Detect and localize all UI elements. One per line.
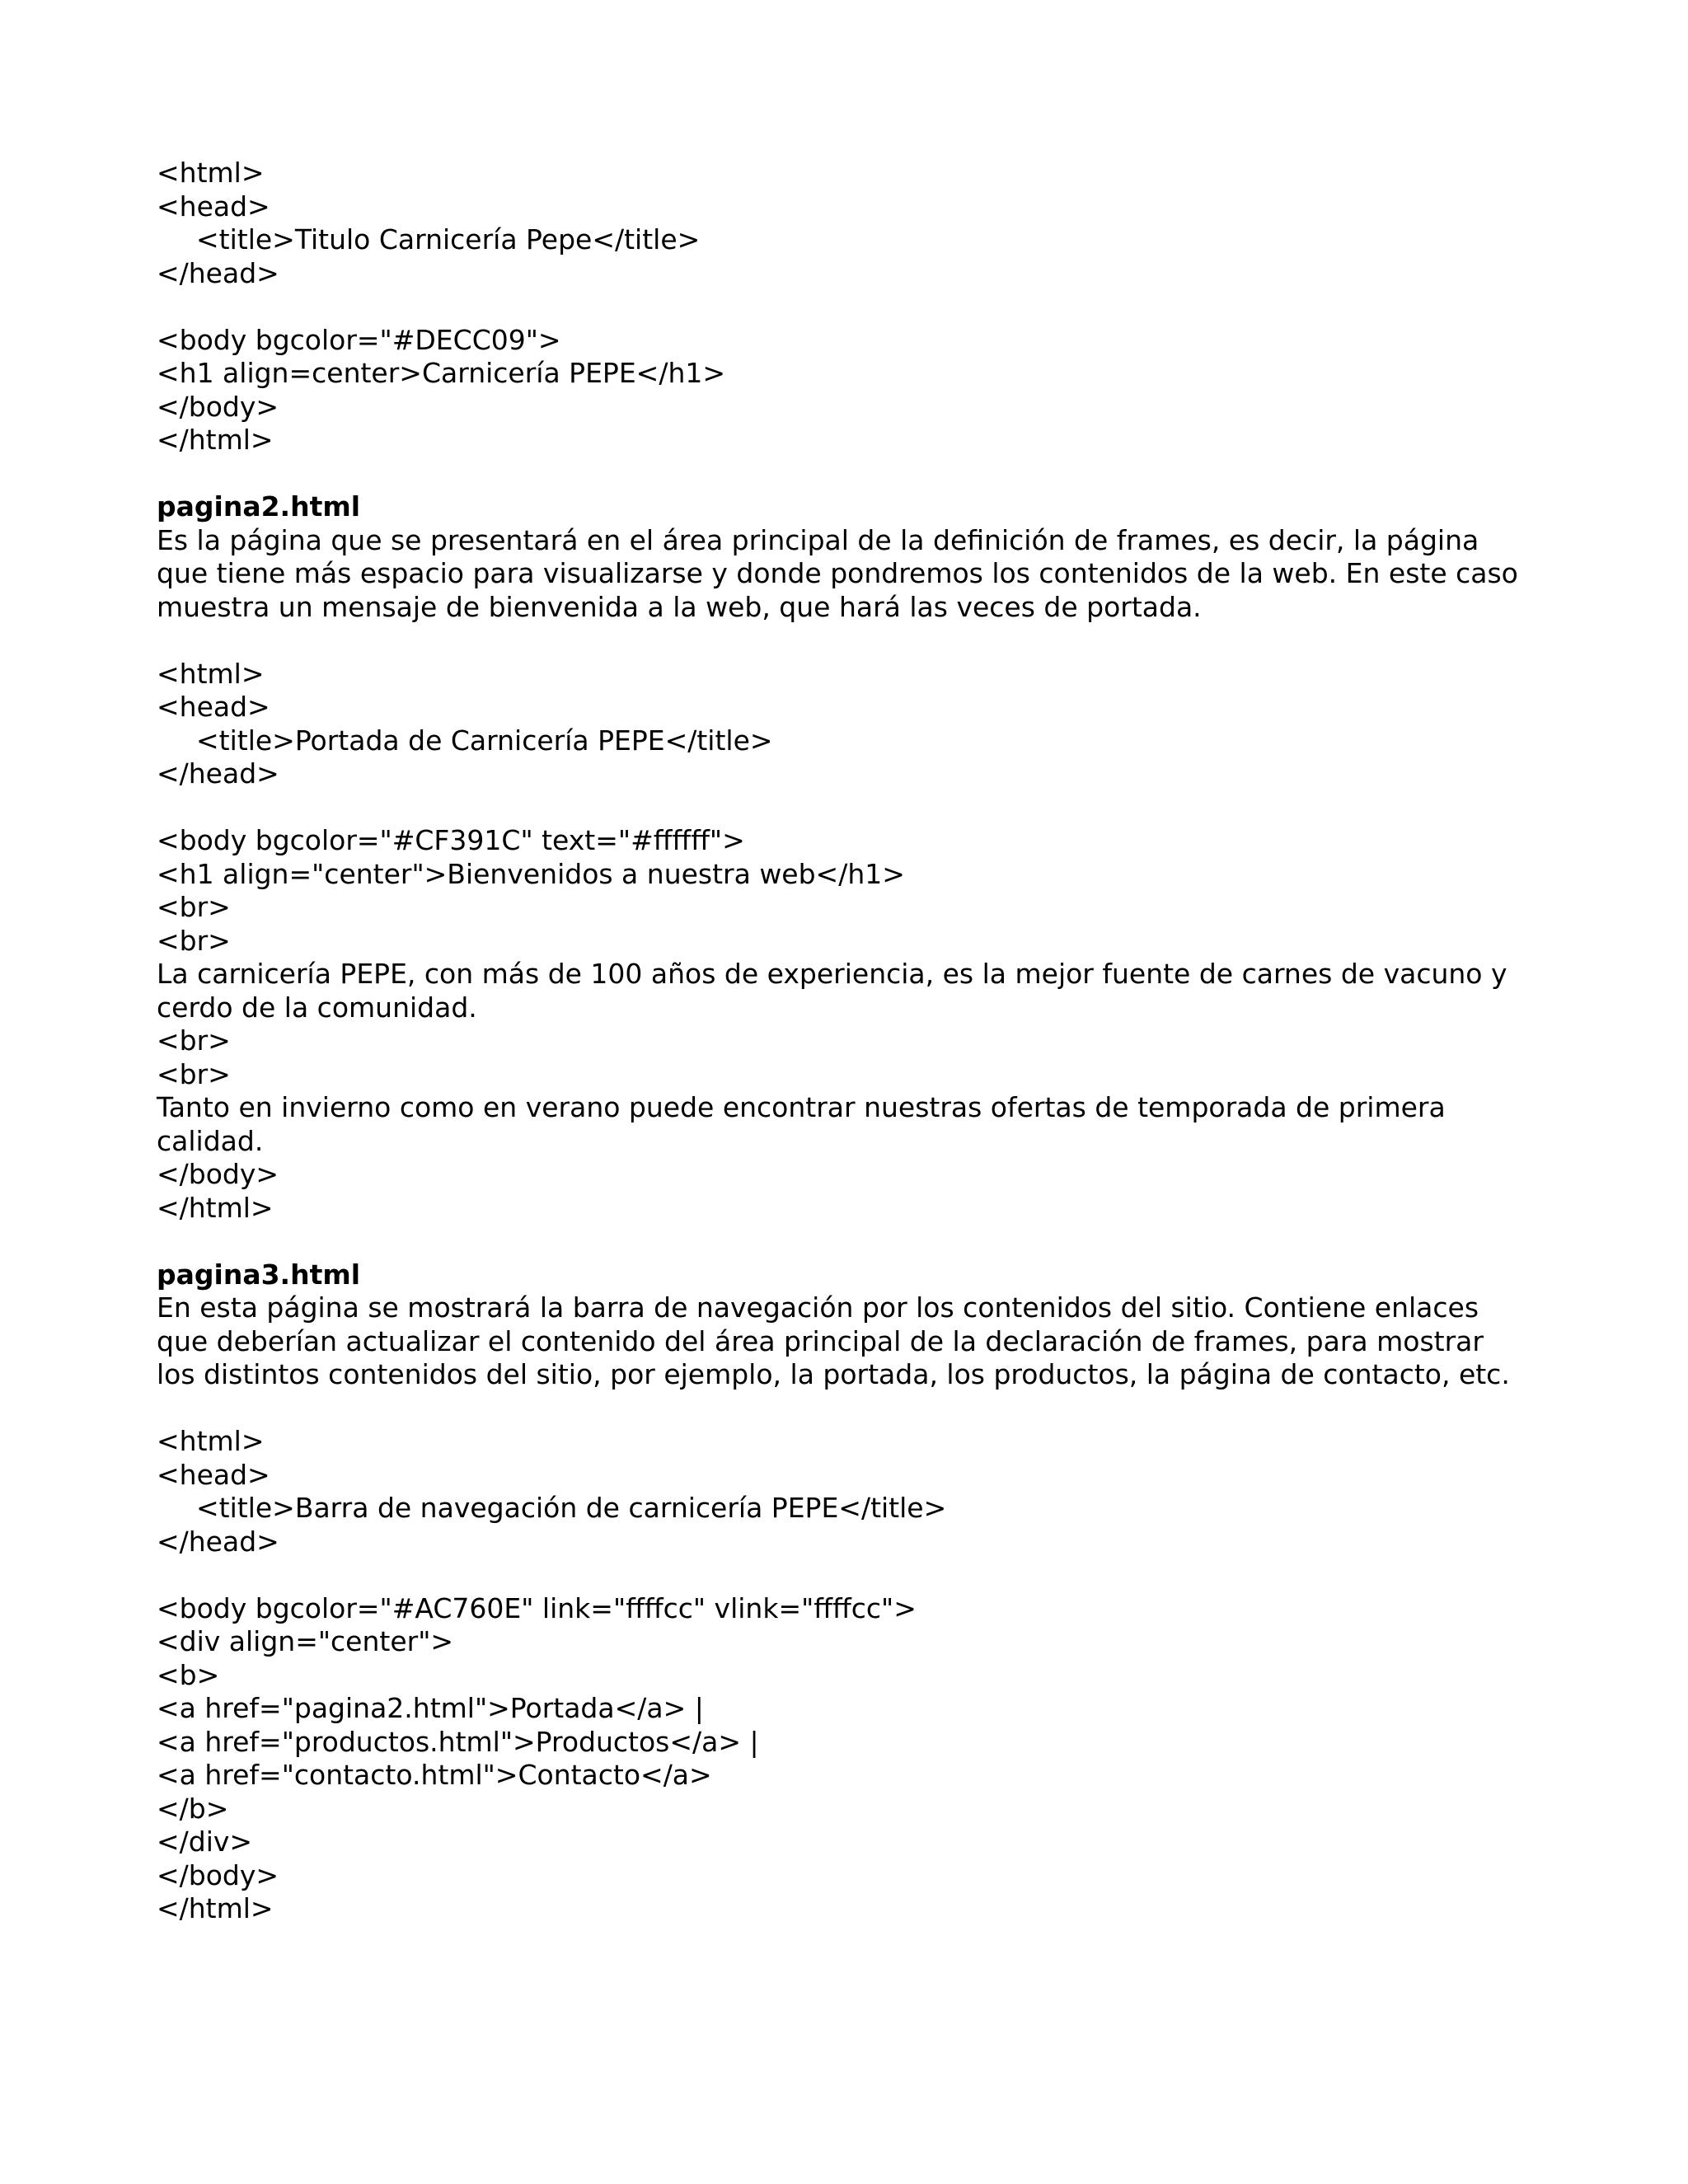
spacer [157,791,1525,825]
section-heading-pagina2: pagina2.html [157,490,361,523]
code-line: <a href="contacto.html">Contacto</a> [157,1759,712,1791]
code-line: </head> [157,1525,279,1558]
code-line: </html> [157,1191,274,1224]
code-line: </html> [157,1892,274,1924]
code-line: <h1 align=center>Carnicería PEPE</h1> [157,357,726,389]
code-line: <head> [157,1458,270,1491]
code-text-line: Tanto en invierno como en verano puede encontrar nuestras ofertas de temporada de primera calidad. [157,1091,1446,1157]
code-line: <h1 align="center">Bienvenidos a nuestra web</h1> [157,857,905,890]
section-description-pagina3: En esta página se mostrará la barra de navegación por los contenidos del sitio. Contiene enlaces que deberían actualizar el contenido del área principal de la declaración de frames, para mostrar los distintos contenidos del sitio, por ejemplo, la portada, los productos, la página de contacto, etc. [157,1291,1510,1390]
code-line: </html> [157,424,274,456]
code-line: <body bgcolor="#CF391C" text="#ffffff"> [157,824,745,856]
code-line: <html> [157,157,265,189]
code-line: </body> [157,1858,279,1891]
spacer [157,457,1525,491]
code-line: <br> [157,1057,231,1090]
code-line: <title>Portada de Carnicería PEPE</title> [196,724,773,757]
code-block-2 [157,658,1525,1226]
code-line: <body bgcolor="#DECC09"> [157,323,561,356]
code-line: <a href="productos.html">Productos</a> | [157,1725,759,1758]
code-block-1 [157,157,1525,457]
code-line: </div> [157,1825,253,1858]
code-block-3 [157,1425,1525,1926]
code-line: <b> [157,1658,220,1691]
code-line: <body bgcolor="#AC760E" link="ffffcc" vlink="ffffcc"> [157,1591,917,1624]
spacer [157,1392,1525,1426]
section-heading-pagina3: pagina3.html [157,1258,361,1291]
code-line: </b> [157,1792,229,1825]
code-line: </head> [157,256,279,289]
code-line: <head> [157,190,270,223]
document-content [157,157,1525,1926]
code-line: <html> [157,657,265,690]
section-description-pagina2: Es la página que se presentará en el área principal de la definición de frames, es decir, la página que tiene más espacio para visualizarse y donde pondremos los contenidos de la web. En este caso muestra un mensaje de bienvenida a la web, que hará las veces de portada. [157,523,1518,623]
spacer [157,1558,1525,1592]
code-line: <head> [157,691,270,723]
code-line: </head> [157,757,279,790]
code-line: <a href="pagina2.html">Portada</a> | [157,1692,704,1724]
code-line: <title>Titulo Carnicería Pepe</title> [196,223,701,255]
spacer [157,290,1525,324]
code-line: </body> [157,390,279,423]
code-line: <html> [157,1425,265,1457]
code-line: <div align="center"> [157,1625,454,1657]
code-line: <title>Barra de navegación de carnicería PEPE</title> [196,1492,947,1524]
code-line: <br> [157,1024,231,1057]
spacer [157,624,1525,658]
spacer [157,1225,1525,1258]
code-line: <br> [157,891,231,923]
code-line: </body> [157,1158,279,1190]
code-line: <br> [157,924,231,957]
code-text-line: La carnicería PEPE, con más de 100 años de experiencia, es la mejor fuente de carnes de vacuno y cerdo de la comunidad. [157,958,1507,1024]
